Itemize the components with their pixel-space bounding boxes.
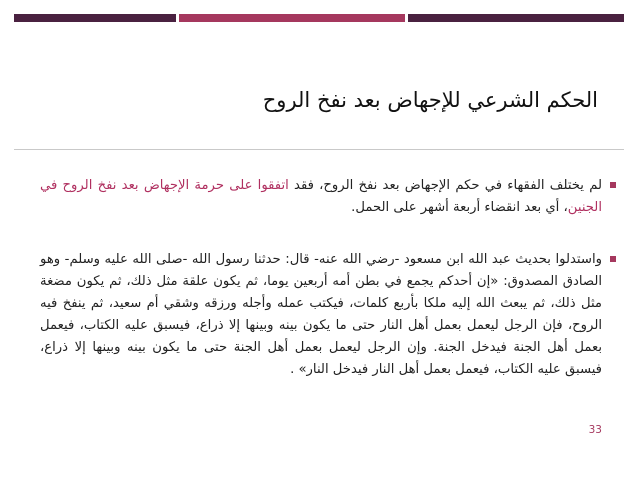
bullet-item-1 — [40, 175, 616, 219]
square-bullet-icon — [610, 256, 616, 262]
bullet-text-1 — [40, 175, 602, 219]
bullet-1-text-after: ، أي بعد انقضاء أربعة أشهر على الحمل. — [351, 200, 568, 215]
top-decorative-bars — [14, 14, 624, 22]
bullet-1-text-before: لم يختلف الفقهاء في حكم الإجهاض بعد نفخ الروح، فقد — [288, 178, 602, 193]
bullet-1-highlight: اتفقوا على حرمة الإجهاض بعد نفخ الروح في الجنين — [40, 178, 602, 215]
slide-title: الحكم الشرعي للإجهاض بعد نفخ الروح — [262, 88, 598, 112]
bullet-text-2: واستدلوا بحديث عبد الله ابن مسعود -رضي الله عنه- قال: حدثنا رسول الله -صلى الله عليه وسلم- وهو الصادق المصدوق: «إن أحدكم يجمع في بطن أمه أربعين يوما، ثم يكون علقة مثل ذلك، ثم يكون مضغة مثل ذلك، ثم يبعث الله إليه ملكا بأربع كلمات، فيكتب عمله وأجله ورزقه وشقي أم سعيد، ثم ينفخ فيه الروح، فإن الرجل ليعمل بعمل أهل النار حتى ما يكون بينه وبينها إلا ذراع، فيسبق عليه الكتاب، فيعمل بعمل أهل الجنة فيدخل الجنة. وإن الرجل ليعمل بعمل أهل الجنة حتى ما يكون بينه وبينها إلا ذراع، فيسبق عليه الكتاب، فيعمل بعمل أهل النار فيدخل النار» . — [40, 252, 602, 377]
page-number: 33 — [588, 424, 602, 436]
slide-content — [40, 175, 616, 381]
slide-header — [14, 22, 624, 150]
top-bar-left — [14, 14, 176, 22]
top-bar-right — [408, 14, 624, 22]
square-bullet-icon — [610, 182, 616, 188]
top-bar-middle — [179, 14, 405, 22]
bullet-item-2 — [40, 249, 616, 381]
